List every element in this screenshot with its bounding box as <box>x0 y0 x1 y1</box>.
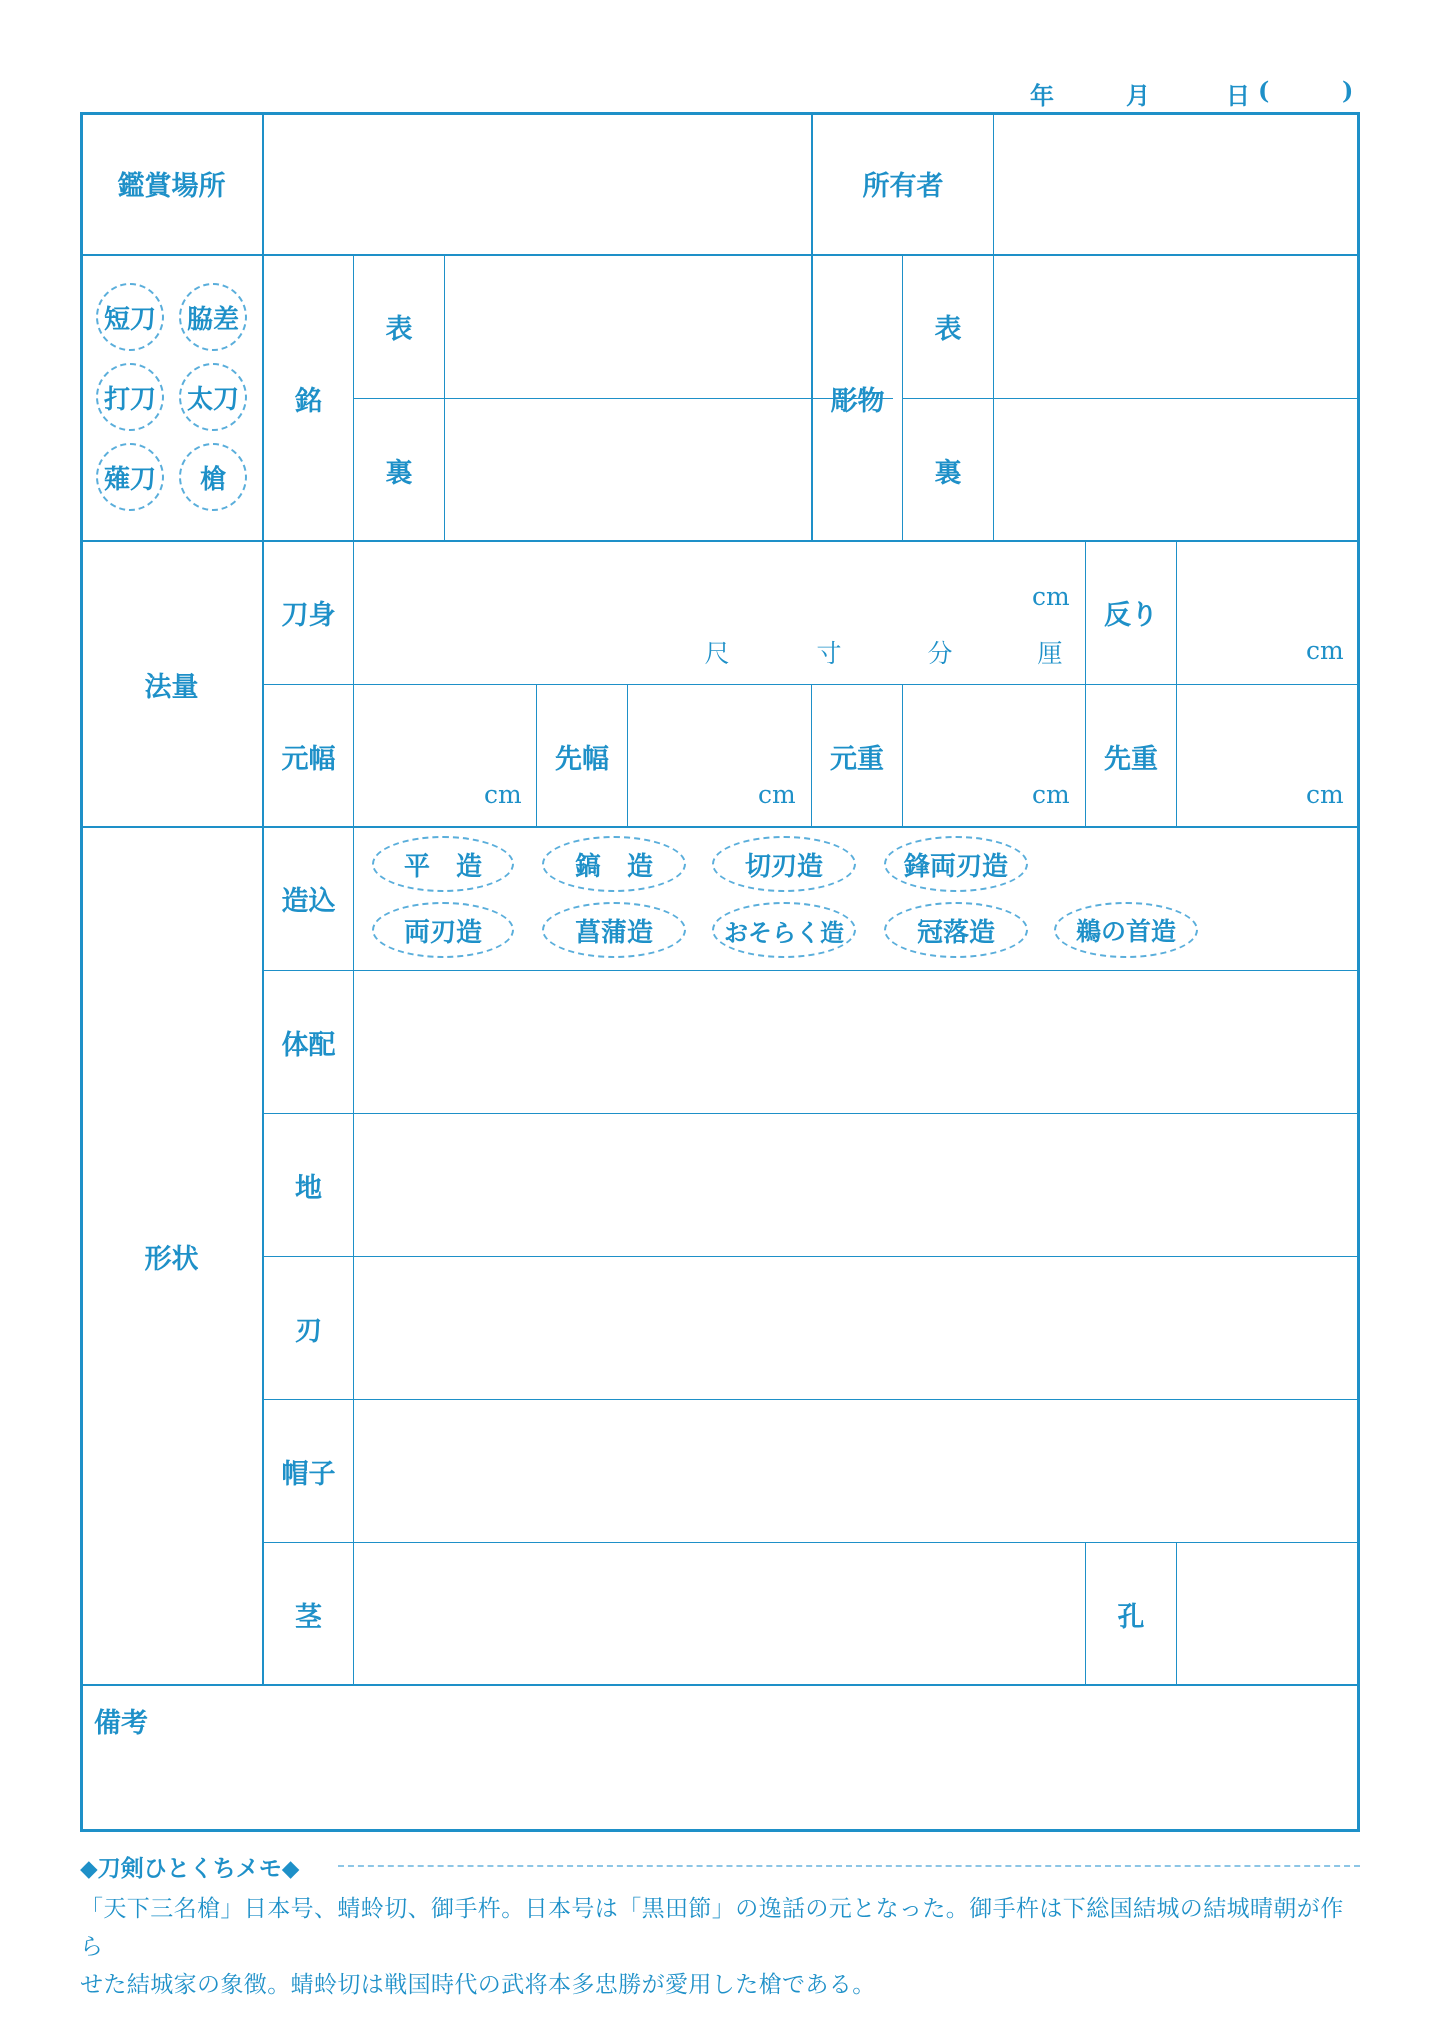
signature-back-label: 裏 <box>385 457 413 489</box>
owner-label: 所有者 <box>862 171 944 202</box>
tip-width-unit-cm: cm <box>758 780 796 809</box>
shape-label: 形状 <box>144 1243 199 1275</box>
remarks-input[interactable] <box>83 1742 1357 1828</box>
measurements-label: 法量 <box>144 671 199 703</box>
memo-text <box>80 1890 1362 2004</box>
memo-divider <box>338 1865 1360 1867</box>
signature-front-label: 表 <box>385 314 413 345</box>
base-width-unit-cm: cm <box>484 780 522 809</box>
hamon-label: 刃 <box>295 1315 322 1347</box>
tang-input[interactable] <box>354 1543 1085 1684</box>
memo-title: ◆刀剣ひとくちメモ◆ <box>80 1855 300 1882</box>
curvature-unit-cm: cm <box>1306 636 1344 665</box>
construction-kanmuri-otoshi[interactable]: 冠落造 <box>884 902 1028 958</box>
signature-front-input[interactable] <box>445 256 811 398</box>
unit-bu: 分 <box>927 639 953 668</box>
tip-width-label: 先幅 <box>555 743 609 775</box>
carving-back-label: 裏 <box>934 457 962 489</box>
construction-shobu[interactable]: 菖蒲造 <box>542 902 686 958</box>
date-open-paren: ( <box>1258 76 1270 105</box>
jigane-input[interactable] <box>354 1114 1357 1255</box>
carving-back-input[interactable] <box>994 399 1357 540</box>
tang-label: 茎 <box>295 1601 322 1633</box>
sword-type-naginata[interactable]: 薙刀 <box>96 443 164 511</box>
date-close-paren: ) <box>1342 76 1354 105</box>
boshi-input[interactable] <box>354 1400 1357 1541</box>
location-label: 鑑賞場所 <box>117 171 226 202</box>
carving-label: 彫物 <box>830 385 885 417</box>
hamon-input[interactable] <box>354 1257 1357 1398</box>
unit-rin: 厘 <box>1037 639 1063 668</box>
construction-unokubi[interactable]: 鵜の首造 <box>1054 902 1198 958</box>
construction-label: 造込 <box>281 886 336 917</box>
owner-input[interactable] <box>994 115 1357 254</box>
signature-back-input[interactable] <box>445 399 811 540</box>
blade-length-unit-cm: cm <box>1032 582 1070 611</box>
construction-osoraku[interactable]: おそらく造 <box>712 902 856 958</box>
curvature-label: 反り <box>1104 600 1158 631</box>
construction-kissaki-moroha[interactable]: 鋒両刃造 <box>884 836 1028 892</box>
jigane-label: 地 <box>295 1172 322 1204</box>
proportion-label: 体配 <box>281 1029 336 1061</box>
memo-line-1: 「天下三名槍」日本号、蜻蛉切、御手杵。日本号は「黒田節」の逸話の元となった。御手杵は下総国結城の結城晴朝が作ら <box>80 1896 1344 1960</box>
border-right <box>1357 112 1360 1832</box>
construction-moroha[interactable]: 両刃造 <box>372 902 514 958</box>
tip-thickness-label: 先重 <box>1104 743 1158 775</box>
date-field[interactable] <box>1030 76 1360 110</box>
base-thickness-unit-cm: cm <box>1032 780 1070 809</box>
carving-front-label: 表 <box>934 314 962 345</box>
boshi-label: 帽子 <box>281 1458 336 1490</box>
sword-type-tanto[interactable]: 短刀 <box>96 283 164 351</box>
base-thickness-label: 元重 <box>830 743 884 775</box>
appraisal-form <box>80 112 1360 1832</box>
remarks-label: 備考 <box>94 1707 148 1739</box>
carving-front-input[interactable] <box>994 256 1357 398</box>
memo-line-2: せた結城家の象徴。蜻蛉切は戦国時代の武将本多忠勝が愛用した槍である。 <box>80 1972 876 1998</box>
sword-type-wakizashi[interactable]: 脇差 <box>179 283 247 351</box>
location-input[interactable] <box>264 115 811 254</box>
sword-type-uchigatana[interactable]: 打刀 <box>96 363 164 431</box>
hole-input[interactable] <box>1177 1543 1357 1684</box>
unit-shaku: 尺 <box>704 639 730 668</box>
signature-label: 銘 <box>295 385 322 417</box>
hole-label: 孔 <box>1117 1601 1145 1633</box>
date-day: 日 <box>1226 81 1250 110</box>
date-month: 月 <box>1126 81 1150 110</box>
border-bottom <box>80 1829 1360 1832</box>
base-width-label: 元幅 <box>281 743 336 775</box>
construction-shinogi[interactable]: 鎬 造 <box>542 836 686 892</box>
unit-sun: 寸 <box>816 639 842 668</box>
tip-thickness-unit-cm: cm <box>1306 780 1344 809</box>
date-year: 年 <box>1030 81 1054 110</box>
proportion-input[interactable] <box>354 971 1357 1112</box>
construction-kiriha[interactable]: 切刃造 <box>712 836 856 892</box>
construction-hira[interactable]: 平 造 <box>372 836 514 892</box>
sword-type-tachi[interactable]: 太刀 <box>179 363 247 431</box>
sword-type-yari[interactable]: 槍 <box>179 443 247 511</box>
blade-length-label: 刀身 <box>281 600 336 631</box>
